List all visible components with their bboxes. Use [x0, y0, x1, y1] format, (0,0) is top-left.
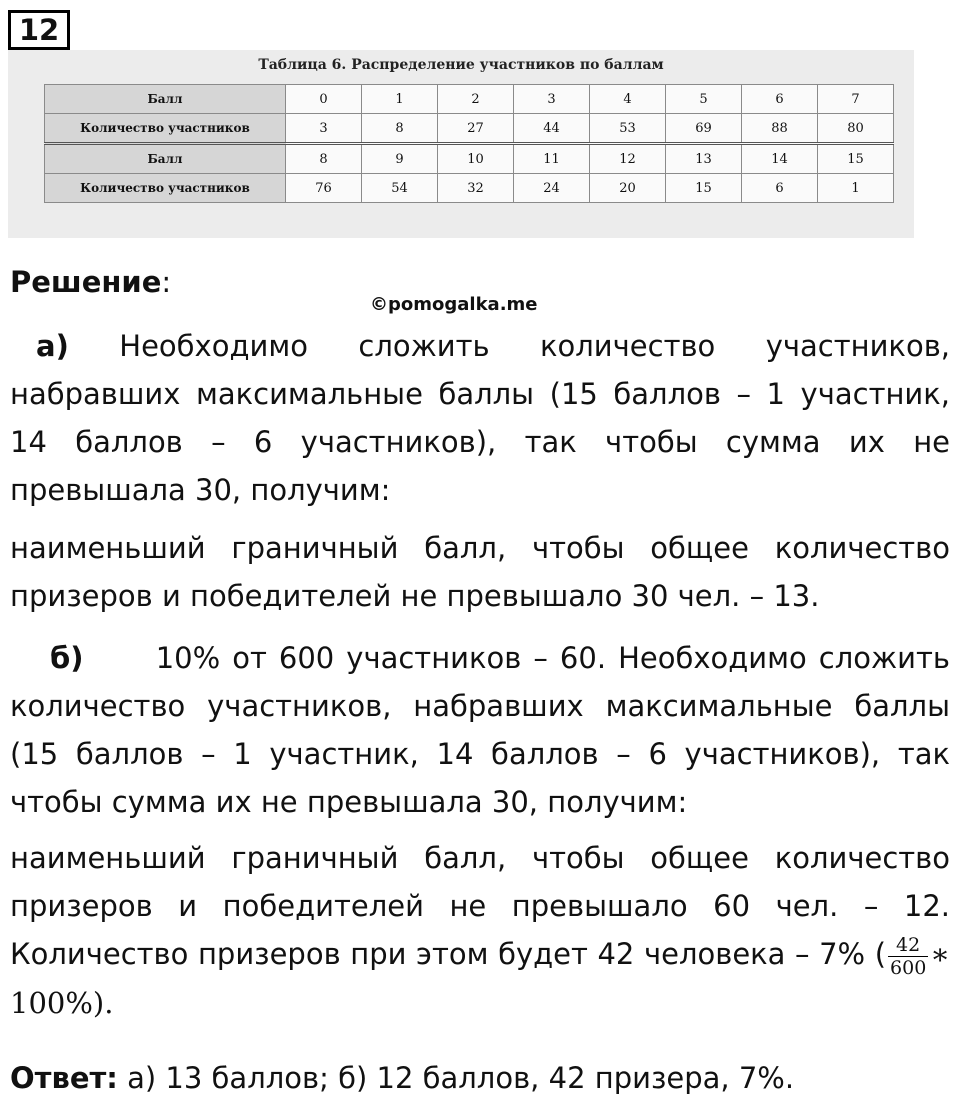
solution-heading	[10, 258, 171, 306]
table-cell: 76	[286, 174, 362, 203]
table-cell: 53	[590, 114, 666, 144]
table-row	[45, 114, 894, 144]
table-cell: 13	[666, 144, 742, 174]
table-cell: 54	[362, 174, 438, 203]
part-a-text: Необходимо сложить количество участников, набравших максимальные баллы (15 баллов – 1 участник, 14 баллов – 6 участников), так чтобы сумма их не превышала 30, получим:	[10, 329, 950, 507]
table-cell: 80	[818, 114, 894, 144]
table-cell: 9	[362, 144, 438, 174]
table-cell: 69	[666, 114, 742, 144]
part-a-paragraph	[10, 322, 950, 514]
solution-heading-colon: :	[161, 265, 172, 299]
part-b-paragraph	[10, 634, 950, 826]
answer-label: Ответ:	[10, 1061, 118, 1095]
table-row	[45, 174, 894, 203]
row-header: Количество участников	[45, 174, 286, 203]
table-row	[45, 85, 894, 114]
watermark: ©pomogalka.me	[370, 294, 538, 315]
fraction-numerator: 42	[888, 934, 928, 957]
table-cell: 7	[818, 85, 894, 114]
table-cell: 24	[514, 174, 590, 203]
table-cell: 88	[742, 114, 818, 144]
table-cell: 15	[666, 174, 742, 203]
percent-tail: 100%).	[10, 985, 114, 1020]
table-cell: 15	[818, 144, 894, 174]
table-scan	[8, 50, 914, 238]
table-cell: 8	[286, 144, 362, 174]
table-cell: 12	[590, 144, 666, 174]
table-cell: 1	[818, 174, 894, 203]
table-cell: 11	[514, 144, 590, 174]
table-caption-title: Распределение участников по баллам	[351, 57, 664, 73]
part-b-result	[10, 834, 950, 1027]
row-header: Балл	[45, 85, 286, 114]
score-distribution-table	[44, 84, 894, 203]
table-cell: 20	[590, 174, 666, 203]
table-row	[45, 144, 894, 174]
table-cell: 2	[438, 85, 514, 114]
table-cell: 27	[438, 114, 514, 144]
fraction	[888, 934, 928, 979]
table-cell: 10	[438, 144, 514, 174]
table-cell: 0	[286, 85, 362, 114]
table-caption-prefix: Таблица 6.	[258, 57, 347, 73]
task-number-badge: 12	[8, 10, 70, 50]
table-cell: 6	[742, 85, 818, 114]
part-a-result: наименьший граничный балл, чтобы общее количество призеров и победителей не превышало 30 чел. – 13.	[10, 531, 950, 613]
answer-text: а) 13 баллов; б) 12 баллов, 42 призера, 7%.	[127, 1061, 795, 1095]
row-header: Балл	[45, 144, 286, 174]
part-b-result-text: наименьший граничный балл, чтобы общее количество призеров и победителей не превышало 60 чел. – 12. Количество призеров при этом будет 42 человека – 7% (	[10, 841, 950, 971]
table-cell: 4	[590, 85, 666, 114]
table-cell: 44	[514, 114, 590, 144]
row-header: Количество участников	[45, 114, 286, 144]
table-cell: 6	[742, 174, 818, 203]
table-cell: 3	[514, 85, 590, 114]
solution-heading-text: Решение	[10, 265, 162, 299]
table-caption	[8, 57, 914, 73]
answer-line	[10, 1054, 794, 1102]
table-cell: 8	[362, 114, 438, 144]
table-cell: 3	[286, 114, 362, 144]
table-cell: 14	[742, 144, 818, 174]
table-cell: 32	[438, 174, 514, 203]
part-b-label: б)	[50, 641, 84, 675]
table-cell: 1	[362, 85, 438, 114]
part-b-text: 10% от 600 участников – 60. Необходимо сложить количество участников, набравших максимальные баллы (15 баллов – 1 участник, 14 баллов – 6 участников), так чтобы сумма их не превышала 30, получим:	[10, 641, 950, 819]
multiply-sign: ∗	[930, 937, 950, 971]
table-cell: 5	[666, 85, 742, 114]
fraction-denominator: 600	[890, 956, 927, 979]
part-a-label: а)	[36, 329, 69, 363]
